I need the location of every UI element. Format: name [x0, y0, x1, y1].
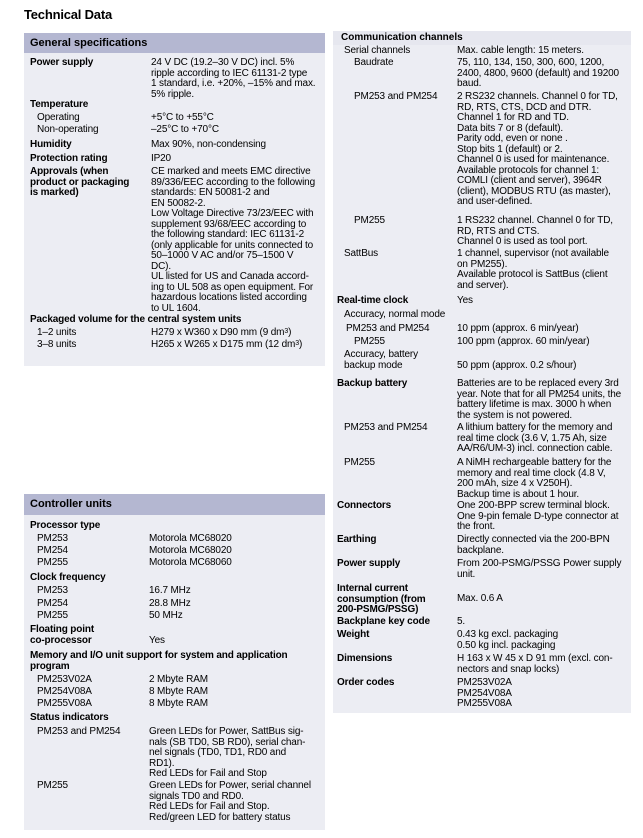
humidity-value: Max 90%, non-condensing	[151, 139, 266, 150]
serial-channels-label: Serial channels	[344, 45, 411, 56]
sattbus-label: SattBus	[344, 248, 378, 259]
packaged-r2-label: 3–8 units	[37, 339, 77, 350]
clock-pm253-value: 16.7 MHz	[149, 585, 191, 596]
sattbus-value: 1 channel, supervisor (not available on PM255). Available protocol is SattBus (client and server).	[457, 248, 609, 291]
memory-pm253-value: 2 Mbyte RAM	[149, 674, 208, 685]
temperature-label: Temperature	[30, 99, 89, 110]
power-supply-comm-value: From 200-PSMG/PSSG Power supply unit.	[457, 558, 622, 580]
serial-pm253-label: PM253 and PM254	[354, 91, 438, 102]
controller-units-panel	[24, 494, 325, 830]
clock-pm255-label: PM255	[37, 610, 68, 621]
packaged-volume-label: Packaged volume for the central system units	[30, 314, 242, 325]
processor-pm254-label: PM254	[37, 545, 68, 556]
bb-pm255-value: A NiMH rechargeable battery for the memory and real time clock (4.8 V, 200 mAh, size 4 x V250H). Backup time is about 1 hour.	[457, 457, 612, 500]
memory-label: Memory and I/O unit support for system and application program	[30, 650, 288, 672]
internal-consumption-label: Internal current consumption (from 200-PSMG/PSSG)	[337, 583, 426, 615]
order-codes-label: Order codes	[337, 677, 395, 688]
clock-pm253-label: PM253	[37, 585, 68, 596]
internal-consumption-value: Max. 0.6 A	[457, 593, 503, 604]
baudrate-value: 75, 110, 134, 150, 300, 600, 1200, 2400, 4800, 9600 (default) and 19200 baud.	[457, 57, 619, 89]
approvals-value: CE marked and meets EMC directive 89/336/EEC according to the following standards: EN 50081-2 and EN 50082-2. Low Voltage Directive 73/23/EEC with supplement 93/68/EEC according to the following standard: IEC 61131-2 (only applicable for units connected to 50–1000 V AC and/or 75–1500 V DC). UL listed for US and Canada accord- ing to UL 508 as open equipment. For hazardous locations listed according to UL 1604.	[151, 166, 316, 314]
serial-channels-value: Max. cable length: 15 meters.	[457, 45, 584, 56]
clock-pm254-label: PM254	[37, 598, 68, 609]
processor-type-label: Processor type	[30, 520, 101, 531]
baudrate-label: Baudrate	[354, 57, 394, 68]
backup-battery-label: Backup battery	[337, 378, 408, 389]
acc-pm255-value: 100 ppm (approx. 60 min/year)	[457, 336, 590, 347]
memory-pm253-label: PM253V02A	[37, 674, 92, 685]
processor-pm255-label: PM255	[37, 557, 68, 568]
processor-pm254-value: Motorola MC68020	[149, 545, 232, 556]
processor-pm253-label: PM253	[37, 533, 68, 544]
bb-pm253-label: PM253 and PM254	[344, 422, 428, 433]
keycode-value: 5.	[457, 616, 466, 627]
order-codes-value: PM253V02A PM254V08A PM255V08A	[457, 677, 512, 709]
earthing-label: Earthing	[337, 534, 377, 545]
rtc-value: Yes	[457, 295, 473, 306]
weight-value: 0.43 kg excl. packaging 0.50 kg incl. packaging	[457, 629, 559, 651]
processor-pm253-value: Motorola MC68020	[149, 533, 232, 544]
temp-nonop-label: Non-operating	[37, 124, 99, 135]
bb-pm255-label: PM255	[344, 457, 375, 468]
approvals-label: Approvals (when product or packaging is marked)	[30, 166, 130, 198]
acc-pm253-value: 10 ppm (approx. 6 min/year)	[457, 323, 579, 334]
packaged-r2-value: H265 x W265 x D175 mm (12 $dm^3$)	[151, 339, 303, 350]
serial-pm255-label: PM255	[354, 215, 385, 226]
packaged-r1-label: 1–2 units	[37, 327, 77, 338]
memory-pm255-value: 8 Mbyte RAM	[149, 698, 208, 709]
temp-nonop-value: –25°C to +70°C	[151, 124, 219, 135]
backup-battery-value: Batteries are to be replaced every 3rd year. Note that for all PM254 units, the battery lifetime is max. 3000 h when the system is not powered.	[457, 378, 622, 421]
page-title: Technical Data	[24, 7, 112, 22]
clock-pm254-value: 28.8 MHz	[149, 598, 191, 609]
communication-channels-panel	[333, 31, 631, 713]
protection-label: Protection rating	[30, 153, 108, 164]
memory-pm255-label: PM255V08A	[37, 698, 92, 709]
fpu-label: Floating point co-processor	[30, 624, 94, 646]
protection-value: IP20	[151, 153, 171, 164]
bb-pm253-value: A lithium battery for the memory and real time clock (3.6 V, 1.75 Ah, size AA/R6/UM-3) incl. connection cable.	[457, 422, 613, 454]
general-specifications-panel	[24, 33, 325, 366]
power-supply-comm-label: Power supply	[337, 558, 401, 569]
processor-pm255-value: Motorola MC68060	[149, 557, 232, 568]
temp-operating-label: Operating	[37, 112, 80, 123]
power-supply-label: Power supply	[30, 57, 94, 68]
power-supply-value: 24 V DC (19.2–30 V DC) incl. 5% ripple according to IEC 61131-2 type 1 standard, i.e. +20%, –15% and max. 5% ripple.	[151, 57, 316, 100]
general-specifications-heading: General specifications	[24, 33, 325, 53]
accuracy-normal-label: Accuracy, normal mode	[344, 309, 446, 320]
rtc-label: Real-time clock	[337, 295, 409, 306]
status-pm255-value: Green LEDs for Power, serial channel signals TD0 and RD0. Red LEDs for Fail and Stop. Red/green LED for battery status	[149, 780, 311, 823]
clock-frequency-label: Clock frequency	[30, 572, 106, 583]
acc-pm255-label: PM255	[354, 336, 385, 347]
fpu-value: Yes	[149, 635, 165, 646]
keycode-label: Backplane key code	[337, 616, 430, 627]
accuracy-battery-label: Accuracy, battery backup mode	[344, 349, 418, 371]
connectors-label: Connectors	[337, 500, 392, 511]
weight-label: Weight	[337, 629, 370, 640]
earthing-value: Directly connected via the 200-BPN backplane.	[457, 534, 610, 556]
serial-pm255-value: 1 RS232 channel. Channel 0 for TD, RD, RTS and CTS. Channel 0 is used as tool port.	[457, 215, 613, 247]
dimensions-label: Dimensions	[337, 653, 393, 664]
communication-channels-heading: Communication channels	[333, 31, 631, 45]
acc-pm253-label: PM253 and PM254	[346, 323, 430, 334]
connectors-value: One 200-BPP screw terminal block. One 9-pin female D-type connector at the front.	[457, 500, 619, 532]
status-pm253-label: PM253 and PM254	[37, 726, 121, 737]
status-pm255-label: PM255	[37, 780, 68, 791]
humidity-label: Humidity	[30, 139, 72, 150]
status-pm253-value: Green LEDs for Power, SattBus sig- nals (SB TD0, SB RD0), serial chan- nel signals (TD0, TD1, RD0 and RD1). Red LEDs for Fail and Stop	[149, 726, 306, 779]
serial-pm253-value: 2 RS232 channels. Channel 0 for TD, RD, RTS, CTS, DCD and DTR. Channel 1 for RD and TD. Data bits 7 or 8 (default). Parity odd, even or none . Stop bits 1 (default) or 2. Channel 0 is used for maintenance. Available protocols for channel 1: COMLI (client and server), 3964R (client), MODBUS RTU (as master), and user-defined.	[457, 91, 618, 207]
temp-operating-value: +5°C to +55°C	[151, 112, 214, 123]
status-indicators-label: Status indicators	[30, 712, 109, 723]
packaged-r1-value: H279 x W360 x D90 mm (9 $dm^3$)	[151, 327, 292, 338]
clock-pm255-value: 50 MHz	[149, 610, 183, 621]
dimensions-value: H 163 x W 45 x D 91 mm (excl. con- nectors and snap locks)	[457, 653, 613, 675]
memory-pm254-value: 8 Mbyte RAM	[149, 686, 208, 697]
memory-pm254-label: PM254V08A	[37, 686, 92, 697]
accuracy-battery-value: 50 ppm (approx. 0.2 s/hour)	[457, 360, 577, 371]
controller-units-heading: Controller units	[24, 494, 325, 515]
